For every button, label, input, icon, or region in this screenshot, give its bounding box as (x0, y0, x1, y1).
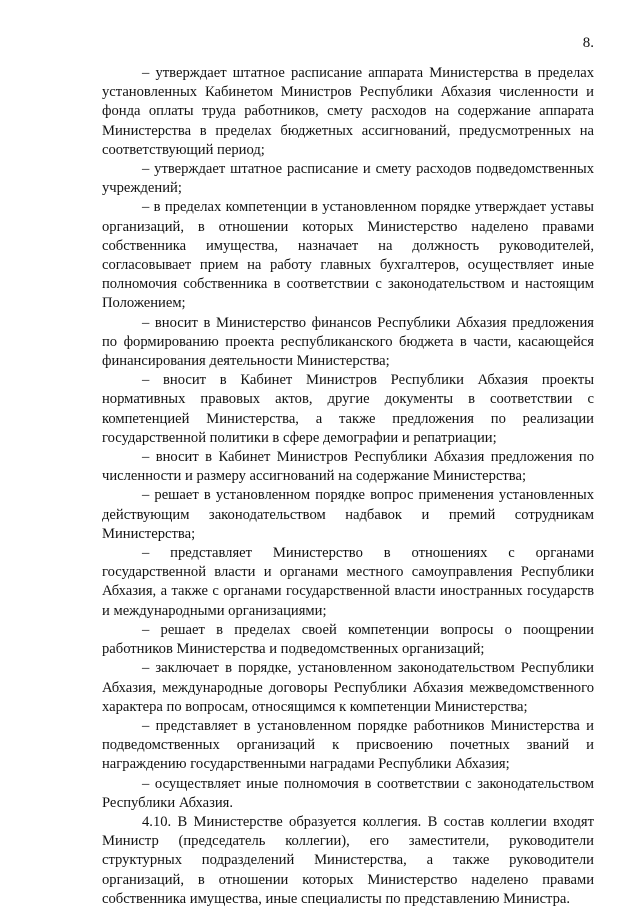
paragraph-state-awards: – представляет в установленном порядке работников Министерства и подведомственных организаций к присвоению почетных званий и награждению государственными наградами Республики Абхазия; (102, 717, 594, 773)
document-body (102, 64, 594, 909)
page-number: 8. (582, 35, 594, 51)
paragraph-bonuses: – решает в установленном порядке вопрос применения установленных действующим законодательством надбавок и премий сотрудникам Министерства; (102, 487, 594, 542)
paragraph-organization-charters: – в пределах компетенции в установленном порядке утверждает уставы организаций, в отношении которых Министерство наделено правами собственника имущества, назначает на должность руководителей, согласовывает прием на работу главных бухгалтеров, осуществляет иные полномочия собственника в соответствии с законодательством и настоящим Положением; (102, 199, 594, 312)
paragraph-budget-proposals: – вносит в Министерство финансов Республики Абхазия предложения по формированию проекта республиканского бюджета в части, касающейся финансирования деятельности Министерства; (102, 314, 594, 370)
paragraph-staff-schedule-apparatus: – утверждает штатное расписание аппарата Министерства в пределах установленных Кабинетом Министров Республики Абхазия численности и фонда оплаты труда работников, смету расходов на содержание аппарата Министерства в пределах бюджетных ассигнований, предусмотренных на соответствующий период; (102, 65, 594, 158)
paragraph-draft-legal-acts: – вносит в Кабинет Министров Республики Абхазия проекты нормативных правовых актов, другие документы в соответствии с компетенцией Министерства, а также предложения по реализации государственной политики в сфере демографии и репатриации; (102, 372, 594, 446)
paragraph-representation: – представляет Министерство в отношениях с органами государственной власти и органами местного самоуправления Республики Абхазия, а также с органами государственной власти иностранных государств и международными организациями; (102, 545, 594, 619)
paragraph-staffing-proposals: – вносит в Кабинет Министров Республики Абхазия предложения по численности и размеру ассигнований на содержание Министерства; (102, 449, 594, 485)
paragraph-international-agreements: – заключает в порядке, установленном законодательством Республики Абхазия, международные договоры Республики Абхазия межведомственного характера по вопросам, относящимся к компетенции Министерства; (102, 660, 594, 715)
paragraph-collegium: 4.10. В Министерстве образуется коллегия. В состав коллегии входят Министр (председатель коллегии), его заместители, руководители структурных подразделений Министерства, а также руководители организаций, в отношении которых Министерство наделено правами собственника имущества, иные специалисты по представлению Министра. (102, 813, 594, 907)
paragraph-other-powers: – осуществляет иные полномочия в соответствии с законодательством Республики Абхазия. (102, 775, 594, 811)
paragraph-incentives: – решает в пределах своей компетенции вопросы о поощрении работников Министерства и подведомственных организаций; (102, 621, 594, 658)
paragraph-staff-schedule-subordinate: – утверждает штатное расписание и смету расходов подведомственных учреждений; (102, 161, 594, 197)
